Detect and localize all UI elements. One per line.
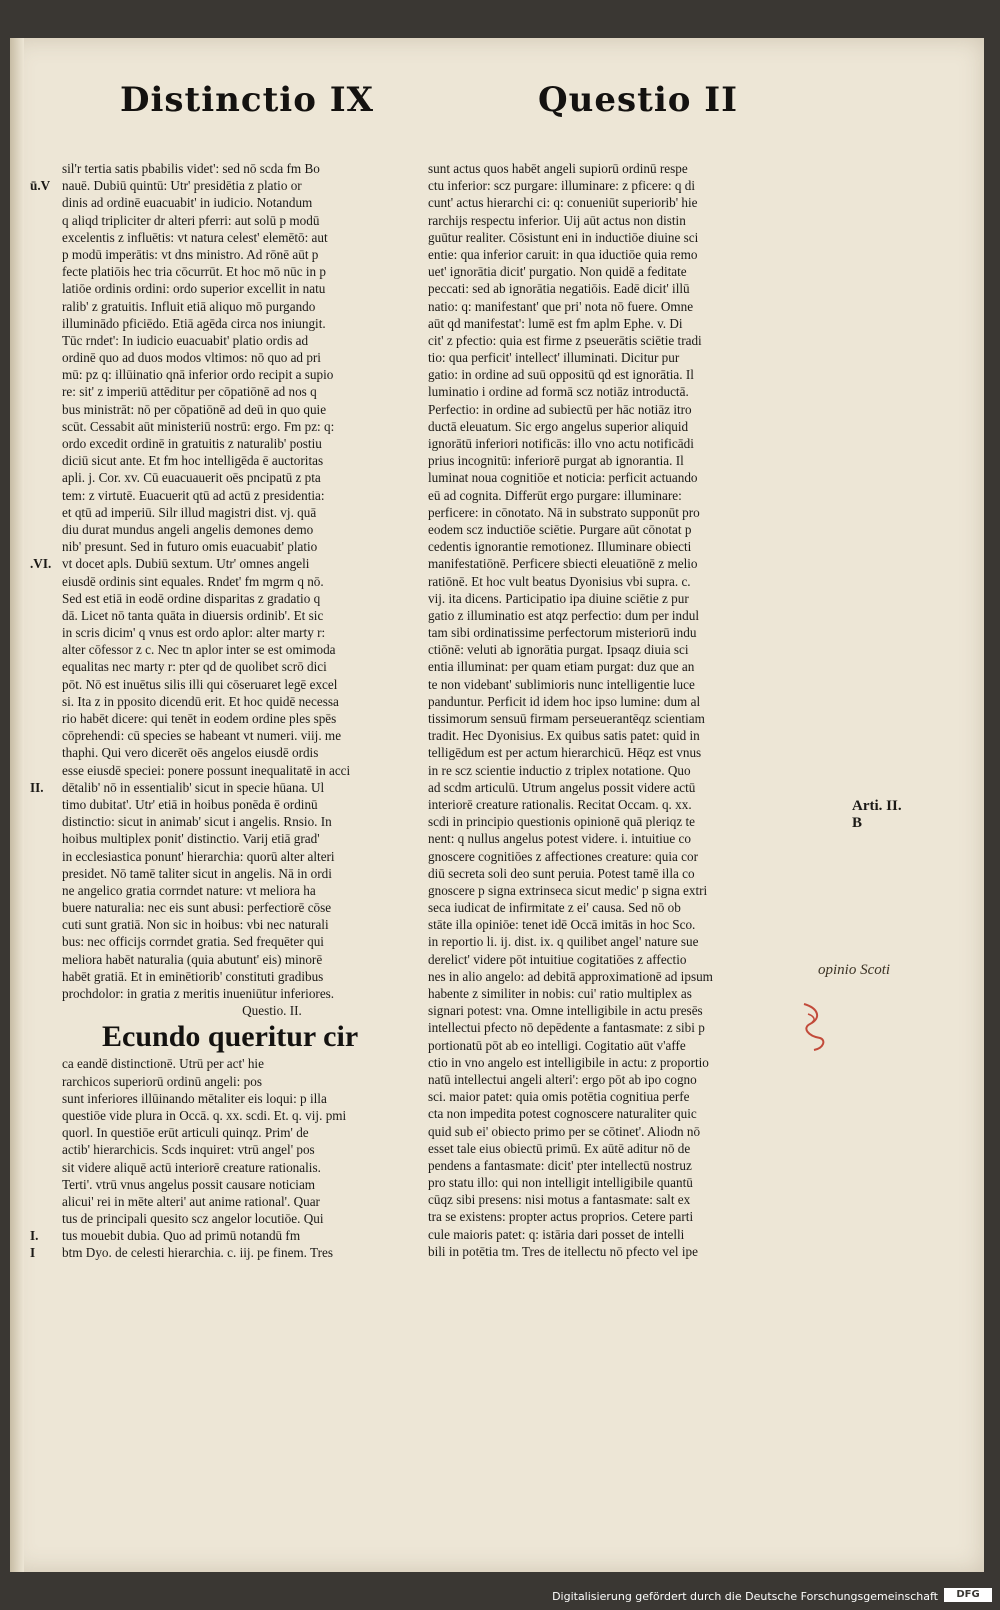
line-text: ne angelico gratia corrndet nature: vt meliora ha: [62, 882, 316, 898]
text-line: [428, 246, 812, 263]
line-text: tradit. Hec Dyonisius. Ex quibus satis patet: quid in: [428, 728, 700, 744]
text-line: [30, 487, 422, 504]
text-line: [30, 693, 422, 710]
line-text: meliora habēt naturalia (quia abutunt' eis) minorē: [62, 951, 323, 967]
text-line: [428, 865, 812, 882]
text-line: [30, 1055, 422, 1072]
text-line: [30, 504, 422, 521]
line-text: alter cōfessor z c. Nec tn aplor inter se est omimoda: [62, 642, 336, 658]
text-line: [428, 160, 812, 177]
line-text: Terti'. vtrū vnus angelus possit causare noticiam: [62, 1176, 316, 1192]
text-line: [30, 916, 422, 933]
right-text-column: [428, 160, 812, 1260]
text-line: [30, 865, 422, 882]
line-text: gatio z illuminatio est atqz perfectio: dum per indul: [428, 607, 700, 623]
margin-marker: .VI.: [30, 556, 52, 572]
line-text: cule maioris patet: q: istāria dari posset de intelli: [428, 1226, 685, 1242]
line-text: ca eandē distinctionē. Utrū per act' hie: [62, 1056, 264, 1072]
text-line: [428, 366, 812, 383]
line-text: uet' ignorātia dicit' purgatio. Non quidē a feditate: [428, 264, 687, 280]
footer-bar: [0, 1576, 1000, 1610]
dfg-logo: DFG: [944, 1588, 992, 1602]
text-line: [428, 194, 812, 211]
text-line: [428, 762, 812, 779]
line-text: ralib' z gratuitis. Influit etiā aliquo mō purgando: [62, 298, 316, 314]
text-line: [30, 469, 422, 486]
line-text: eū ad cognita. Differūt ergo purgare: illuminare:: [428, 487, 682, 503]
line-text: q aliqd tripliciter dr alteri pferri: aut solū p modū: [62, 212, 320, 228]
line-text: apli. j. Cor. xv. Cū euacuauerit oēs pncipatū z pta: [62, 470, 321, 486]
text-line: [30, 298, 422, 315]
text-line: [428, 916, 812, 933]
line-text: hoibus multiplex ponit' distinctio. Varij etiā grad': [62, 831, 320, 847]
text-line: [428, 435, 812, 452]
text-line: [428, 727, 812, 744]
text-line: [30, 1107, 422, 1124]
line-text: nes in alio angelo: ad debitā approximationē ad ipsum: [428, 968, 713, 984]
text-line: [428, 1002, 812, 1019]
line-text: distinctio: sicut in animab' sicut i angelis. Rnsio. In: [62, 814, 332, 830]
text-line: [428, 298, 812, 315]
text-line: [30, 366, 422, 383]
margin-marker: II.: [30, 779, 44, 795]
line-text: esse eiusdē speciei: ponere possunt inequalitatē in acci: [62, 762, 351, 778]
text-line: [30, 401, 422, 418]
line-text: excelentis z influētis: vt natura celest' elemētō: aut: [62, 229, 328, 245]
text-line: [428, 830, 812, 847]
line-text: signari potest: vna. Omne intelligibile in actu presēs: [428, 1003, 703, 1019]
line-text: vt docet apls. Dubiū sextum. Utr' omnes angeli: [62, 556, 310, 572]
line-text: tissimorum sensuū firmam perseuerantēqz scientiam: [428, 711, 705, 726]
text-line: [30, 607, 422, 624]
line-text: eiusdē ordinis sint equales. Rndet' fm mgrm q nō.: [62, 573, 324, 589]
line-text: gnoscere p signa extrinseca sicut medic' p signa extri: [428, 882, 708, 898]
text-line: [428, 1157, 812, 1174]
line-text: sunt inferiores illūinando mētaliter eis loqui: p illa: [62, 1090, 327, 1106]
text-line: [428, 951, 812, 968]
line-text: Questio. II.: [242, 1003, 302, 1019]
text-line: [428, 968, 812, 985]
handwritten-margin-note: opinio Scoti: [818, 962, 891, 978]
line-text: pōt. Nō est inuētus silis illi qui cōseruaret legē excel: [62, 676, 338, 692]
text-line: [30, 710, 422, 727]
line-text: te non videbant' sublimioris nunc intelligentie luce: [428, 676, 695, 692]
text-line: [428, 933, 812, 950]
line-text: pro statu illo: qui non intelligit intelligibile quantū: [428, 1175, 693, 1191]
line-text: dinis ad ordinē euacuabit' in iudicio. Notandum: [62, 195, 313, 211]
page-gutter-edge: [10, 38, 24, 1572]
line-text: sci. maior patet: quia omis potētia cognitiua perfe: [428, 1089, 690, 1105]
line-text: ordinē quo ad duos modos vltimos: nō quo ad pri: [62, 350, 321, 366]
section-heading: Ecundo queritur cir: [102, 1020, 359, 1054]
text-line: [30, 830, 422, 847]
text-line: [428, 538, 812, 555]
text-line: [428, 177, 812, 194]
line-text: seca iudicat de infirmitate z ei' causa. Sed nō ob: [428, 900, 681, 916]
text-line: [428, 504, 812, 521]
text-line: [30, 160, 422, 177]
line-text: habente z similiter in nobis: cui' ratio multiplex as: [428, 986, 692, 1001]
line-text: ctio in vno angelo est intelligibile in actu: z proportio: [428, 1054, 709, 1070]
text-line: [30, 951, 422, 968]
text-line: [428, 1191, 812, 1208]
line-text: quorl. In questiōe erūt articuli quinqz. Prim' de: [62, 1125, 309, 1141]
text-line: [428, 315, 812, 332]
text-line: [30, 590, 422, 607]
text-line: [428, 1140, 812, 1157]
line-text: et qtū ad imperiū. Silr illud magistri dist. vj. quā: [62, 504, 317, 520]
text-line: [30, 1073, 422, 1090]
text-line: [428, 469, 812, 486]
text-line: [30, 538, 422, 555]
text-line: [428, 521, 812, 538]
line-text: thaphi. Qui vero dicerēt oēs angelos eiusdē ordis: [62, 745, 319, 761]
line-text: equalitas nec marty r: pter qd de quolibet scrō dici: [62, 659, 327, 675]
text-line: [30, 263, 422, 280]
line-text: natū intellectui angeli alteri': ergo pōt ab ipo cogno: [428, 1071, 697, 1087]
text-line: [30, 676, 422, 693]
text-line: [30, 813, 422, 830]
article-marginal-note: [852, 798, 902, 832]
text-line: [30, 1124, 422, 1141]
line-text: ctiōnē: veluti ab ignorātia purgat. Ipsaqz diuia sci: [428, 642, 689, 658]
left-text-column: [30, 160, 422, 1262]
text-line: [428, 899, 812, 916]
text-line: [428, 590, 812, 607]
text-line: [30, 796, 422, 813]
line-text: ad scdm articulū. Utrum angelus possit videre actū: [428, 779, 696, 795]
line-text: tem: z virtutē. Euacuerit qtū ad actū z presidentia:: [62, 487, 325, 503]
text-line: [30, 933, 422, 950]
text-line: [30, 882, 422, 899]
line-text: derelict' videre pōt intuitiue cogitatiōes z affectio: [428, 951, 687, 967]
line-text: fecte platiōis hec tria cōcurrūt. Et hoc mō nūc in p: [62, 264, 327, 280]
text-line: [428, 1123, 812, 1140]
line-text: vij. ita dicens. Participatio ipa diuine sciētie z pur: [428, 590, 689, 606]
text-line: [30, 899, 422, 916]
line-text: presidet. Nō tamē taliter sicut in angelis. Nā in ordi: [62, 865, 332, 881]
text-line: [428, 401, 812, 418]
text-line: [30, 521, 422, 538]
line-text: prius incognitū: inferiorē purgat ab ignorantia. Il: [428, 453, 684, 469]
text-line: [428, 744, 812, 761]
text-line: [30, 1090, 422, 1107]
text-line: [30, 848, 422, 865]
line-text: in re scz scientie inductio z triplex notatione. Quo: [428, 762, 691, 778]
margin-marker: ū.V: [30, 178, 51, 194]
line-text: cedentis ignorantie remotionez. Illuminare obiecti: [428, 539, 692, 555]
line-text: panduntur. Perficit id idem hoc ipso lumine: dum al: [428, 693, 701, 709]
line-text: stāte illa opiniōe: tenet idē Occā imitās in hoc Sco.: [428, 917, 696, 933]
line-text: tra se existens: propter actus proprios. Cetere parti: [428, 1209, 694, 1225]
line-text: cōprehendi: cū species se habeant vt numeri. viij. me: [62, 728, 342, 744]
text-line: [428, 1208, 812, 1225]
running-head-left: Distinctio IX: [120, 80, 375, 120]
text-line: [428, 607, 812, 624]
article-note-letter: B: [852, 815, 863, 831]
line-text: dētalib' nō in essentialib' sicut in specie hūana. Ul: [62, 779, 325, 795]
text-line: [428, 418, 812, 435]
line-text: manifestatiōnē. Perficere sbiecti eleuatiōnē z melio: [428, 556, 698, 572]
line-text: diu durat mundus angeli angelis demones demo: [62, 521, 314, 537]
line-text: bus: nec officijs corrndet gratia. Sed frequēter qui: [62, 934, 324, 950]
text-line: [30, 229, 422, 246]
line-text: sit videre aliquē actū interiorē creature rationalis.: [62, 1159, 321, 1175]
line-text: sil'r tertia satis pbabilis videt': sed nō scda fm Bo: [62, 161, 320, 176]
text-line: [428, 1054, 812, 1071]
line-text: scdi in principio questionis opinionē quā pleriqz te: [428, 814, 695, 830]
line-text: sunt actus quos habēt angeli supiorū ordinū respe: [428, 161, 688, 176]
text-line: [30, 1002, 422, 1019]
text-line: [428, 263, 812, 280]
line-text: gatio: in ordine ad suū oppositū qd est ignorātia. Il: [428, 367, 694, 383]
text-line: [428, 848, 812, 865]
text-line: [428, 985, 812, 1002]
text-line: [428, 555, 812, 572]
line-text: bus ministrāt: nō per cōpatiōnē ad deū in quo quie: [62, 401, 327, 417]
line-text: re: sit' z imperiū attēditur per cōpatiōnē ad nos q: [62, 384, 317, 400]
text-line: [30, 1244, 422, 1261]
line-text: ignorātū inferiori notificās: illo vno actu notificādi: [428, 436, 694, 451]
running-head-right: Questio II: [538, 80, 739, 120]
line-text: dā. Licet nō tanta quāta in diuersis ordinib'. Et sic: [62, 607, 324, 623]
line-text: diū secreta soli deo sunt peruia. Potest tamē illa co: [428, 865, 695, 881]
line-text: p modū imperātis: vt dns ministro. Ad rōnē aūt p: [62, 246, 319, 262]
text-line: [428, 1243, 812, 1260]
text-line: [428, 383, 812, 400]
text-line: [30, 246, 422, 263]
text-line: [30, 1193, 422, 1210]
line-text: peccati: sed ab ignorātia negatiōis. Eadē dicit' illū: [428, 281, 690, 297]
line-text: timo dubitat'. Utr' etiā in hoibus ponēda ē ordinū: [62, 796, 318, 812]
text-line: [428, 573, 812, 590]
line-text: Sed est etiā in eodē ordine disparitas z gradatio q: [62, 590, 321, 606]
text-line: [428, 676, 812, 693]
line-text: actib' hierarchicis. Scds inquiret: vtrū angel' pos: [62, 1142, 315, 1158]
text-line: [30, 177, 422, 194]
text-line: [428, 796, 812, 813]
line-text: tio: qua perficit' intellect' illuminati. Dicitur pur: [428, 350, 680, 366]
line-text: rio habēt dicere: qui tenēt in eodem ordine ples spēs: [62, 711, 337, 726]
line-text: btm Dyo. de celesti hierarchia. c. iij. pe finem. Tres: [62, 1245, 334, 1261]
line-text: tam sibi ordinatissime perfectorum misteriorū indu: [428, 625, 697, 641]
text-line: [30, 332, 422, 349]
text-line: [30, 1227, 422, 1244]
text-line: [30, 1141, 422, 1158]
line-text: alicui' rei in mēte alteri' aut anime rational'. Quar: [62, 1193, 320, 1209]
line-text: ctu inferior: scz purgare: illuminare: z pficere: q di: [428, 178, 696, 194]
line-text: portionatū pōt ab eo intelligi. Cogitatio aūt v'affe: [428, 1037, 686, 1053]
text-line: [428, 641, 812, 658]
line-text: Perfectio: in ordine ad subiectū per hāc notiāz itro: [428, 401, 692, 417]
line-text: cūqz sibi presens: nisi motus a fantasmate: salt ex: [428, 1192, 691, 1208]
line-text: perficere: in cōnotato. Nā in substrato supponūt pro: [428, 504, 700, 520]
text-line: [428, 1071, 812, 1088]
text-line: [30, 315, 422, 332]
text-line: [30, 624, 422, 641]
margin-marker: I.: [30, 1228, 39, 1244]
text-line: [428, 212, 812, 229]
text-line: [428, 229, 812, 246]
text-line: [428, 882, 812, 899]
line-text: natio: q: manifestant' que pri' nota nō fuere. Omne: [428, 298, 694, 314]
line-text: cunt' actus hierarchi ci: q: conueniūt superiorib' hie: [428, 195, 698, 211]
text-line: [30, 779, 422, 796]
article-note-label: Arti. II.: [852, 798, 902, 814]
line-text: prochdolor: in gratia z meritis inueniūtur inferiores.: [62, 986, 335, 1001]
text-line: [428, 452, 812, 469]
text-line: [428, 710, 812, 727]
text-line: [428, 1105, 812, 1122]
text-line: [30, 968, 422, 985]
line-text: rarchijs respectu inferior. Uij aūt actus non distin: [428, 212, 686, 228]
text-line: [30, 1210, 422, 1227]
text-line: [30, 727, 422, 744]
line-text: luminatio i ordine ad formā scz notiāz introductā.: [428, 384, 689, 400]
text-line: [428, 813, 812, 830]
line-text: pendens a fantasmate: dicit' pter intellectū nostruz: [428, 1157, 692, 1173]
red-ink-flourish-icon: [798, 1000, 832, 1052]
text-line: [428, 1019, 812, 1036]
line-text: nib' presunt. Sed in futuro omis euacuabit' platio: [62, 539, 318, 555]
line-text: tus de principali quesito scz angelor locutiōe. Qui: [62, 1211, 324, 1227]
line-text: cit' z pfectio: quia est firme z pseuerātis sciētie tradi: [428, 332, 702, 348]
line-text: guūtur realiter. Cōsistunt eni in inductiōe diuine sci: [428, 229, 699, 245]
line-text: cta non impedita potest cognoscere naturaliter quic: [428, 1106, 697, 1122]
line-text: gnoscere cognitiōes z affectiones creature: quia cor: [428, 848, 698, 864]
digitization-credit: Digitalisierung gefördert durch die Deutsche Forschungsgemeinschaft: [552, 1590, 938, 1603]
line-text: entia illuminat: per quam etiam purgat: duz que an: [428, 659, 695, 675]
text-line: [428, 1226, 812, 1243]
line-text: latiōe ordinis ordini: ordo superior excellit in natu: [62, 281, 326, 297]
line-text: in reportio li. ij. dist. ix. q quilibet angel' nature sue: [428, 934, 699, 950]
text-line: [30, 641, 422, 658]
line-text: ordo excedit ordinē in gratuitis z naturalib' postiu: [62, 436, 322, 451]
line-text: scūt. Cessabit aūt ministeriū nostrū: ergo. Fm pz: q:: [62, 418, 335, 434]
text-line: [428, 1174, 812, 1191]
line-text: ductā eleuatum. Sic ergo angelus superior aliquid: [428, 418, 689, 434]
line-text: si. Ita z in pposito dicendū erit. Et hoc quidē necessa: [62, 693, 339, 709]
line-text: bili in potētia tm. Tres de itellectu nō pfecto vel ipe: [428, 1243, 698, 1259]
line-text: in ecclesiastica ponunt' hierarchia: quorū alter alteri: [62, 848, 335, 864]
line-text: telligēdum est per actum hierarchicū. Hēqz est vnus: [428, 745, 702, 761]
text-line: [428, 1088, 812, 1105]
text-line: [428, 487, 812, 504]
line-text: entie: qua inferior caruit: in qua iductiōe quia remo: [428, 246, 698, 262]
text-line: [30, 1176, 422, 1193]
text-line: [30, 435, 422, 452]
text-line: [30, 573, 422, 590]
text-line: [428, 693, 812, 710]
line-text: nauē. Dubiū quintū: Utr' presidētia z platio or: [62, 178, 302, 194]
text-line: [30, 762, 422, 779]
text-line: [428, 1037, 812, 1054]
text-line: [30, 349, 422, 366]
line-text: tus mouebit dubia. Quo ad primū notandū fm: [62, 1228, 301, 1244]
line-text: interiorē creature rationalis. Recitat Occam. q. xx.: [428, 796, 692, 812]
line-text: eodem scz inductiōe sciētie. Purgare aūt cōnotat p: [428, 521, 692, 537]
text-line: [30, 658, 422, 675]
line-text: cuti sunt gratiā. Non sic in hoibus: vbi nec naturali: [62, 917, 329, 933]
line-text: Tūc rndet': In iudicio euacuabit' platio ordis ad: [62, 332, 309, 348]
line-text: quid sub ei' obiecto primo per se cōtinet'. Aliodn nō: [428, 1123, 701, 1139]
text-line: [428, 779, 812, 796]
text-line: [428, 332, 812, 349]
line-text: aūt qd manifestat': lumē est fm aplm Ephe. v. Di: [428, 315, 683, 331]
line-text: buere naturalia: nec eis sunt abusi: perfectiorē cōse: [62, 900, 332, 916]
line-text: habēt gratiā. Et in eminētiorib' constituti gradibus: [62, 968, 324, 984]
line-text: ratiōnē. Et hoc vult beatus Dyonisius vbi supra. c.: [428, 573, 691, 589]
line-text: esset tale eius obiectū primū. Ex aūtē aditur nō de: [428, 1140, 691, 1156]
text-line: [30, 555, 422, 572]
line-text: luminat noua cognitiōe et noticia: perficit actuando: [428, 470, 698, 486]
line-text: diciū sicut ante. Et fm hoc intelligēda ē auctoritas: [62, 453, 324, 469]
line-text: in scris dicim' q vnus est ordo aplor: alter marty r:: [62, 625, 326, 641]
text-line: [30, 985, 422, 1002]
text-line: [30, 744, 422, 761]
text-line: [428, 280, 812, 297]
line-text: nent: q nullus angelus potest videre. i. intuitiue co: [428, 831, 691, 847]
line-text: questiōe vide plura in Occā. q. xx. scdi. Et. q. vij. pmi: [62, 1107, 347, 1123]
text-line: [30, 418, 422, 435]
text-line: [30, 212, 422, 229]
text-line: [30, 194, 422, 211]
text-line: [428, 658, 812, 675]
text-line: [428, 624, 812, 641]
text-line: [30, 452, 422, 469]
line-text: mū: pz q: illūinatio qnā inferior ordo recipit a supio: [62, 367, 334, 383]
line-text: illuminādo pficiēdo. Etiā agēda circa nos iniungit.: [62, 315, 326, 331]
text-line: [30, 280, 422, 297]
text-line: [428, 349, 812, 366]
text-line: [30, 1159, 422, 1176]
margin-marker: I: [30, 1245, 36, 1261]
text-line: [30, 383, 422, 400]
line-text: intellectui pfecto nō depēdente a fantasmate: z sibi p: [428, 1020, 705, 1036]
line-text: rarchicos superiorū ordinū angeli: pos: [62, 1073, 262, 1089]
